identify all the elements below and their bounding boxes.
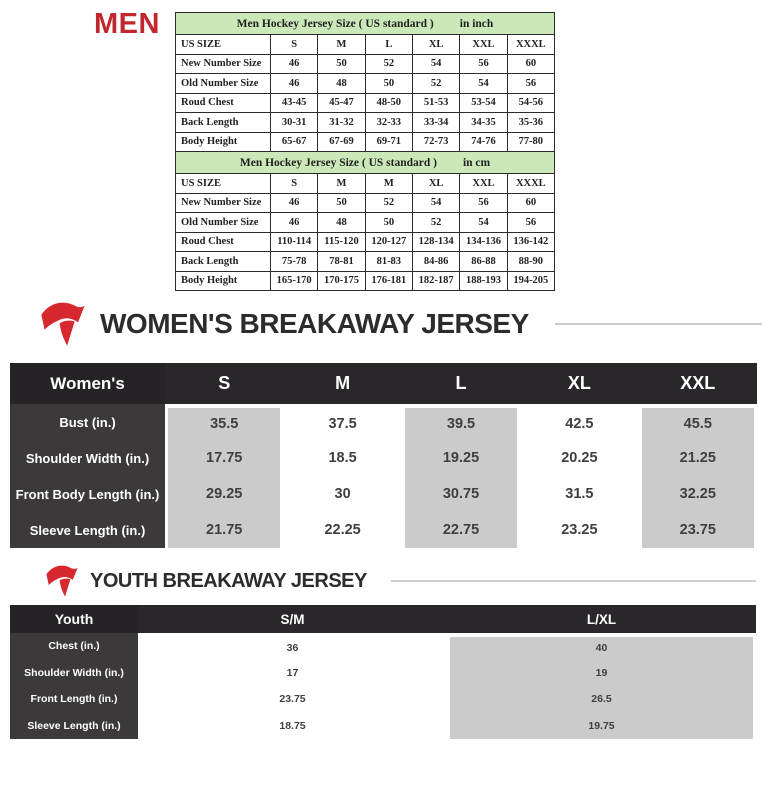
value-cell: 170-175 [318, 271, 365, 291]
size-column-header: M [335, 373, 351, 393]
row-label: Shoulder Width (in.) [10, 440, 165, 476]
value-cell: 22.75 [402, 512, 520, 548]
value-cell: 26.5 [447, 686, 756, 713]
value-cell: 81-83 [365, 252, 412, 272]
value-cell: 19.75 [447, 713, 756, 740]
value-cell: 56 [460, 54, 507, 74]
value-cell: 52 [365, 193, 412, 213]
row-label: Sleeve Length (in.) [10, 512, 165, 548]
table-row [176, 252, 555, 272]
table-header-row [10, 605, 756, 633]
table-header-label: Youth [10, 605, 138, 633]
value-cell: 78-81 [318, 252, 365, 272]
men-size-table [175, 12, 555, 152]
row-label: Front Body Length (in.) [10, 476, 165, 512]
value-cell: 165-170 [271, 271, 318, 291]
value-cell: 136-142 [507, 232, 554, 252]
value-cell: 176-181 [365, 271, 412, 291]
row-label: New Number Size [176, 54, 271, 74]
value-cell: 40 [447, 633, 756, 660]
table-title-row [176, 152, 555, 174]
value-cell: 60 [507, 54, 554, 74]
value-cell: 110-114 [271, 232, 318, 252]
table-unit: in cm [462, 156, 491, 169]
row-label: Old Number Size [176, 74, 271, 94]
row-label: Back Length [176, 252, 271, 272]
value-cell: 77-80 [507, 132, 554, 152]
value-cell: 21.75 [165, 512, 283, 548]
value-cell: 52 [412, 74, 459, 94]
value-cell: 50 [318, 193, 365, 213]
value-cell: 46 [271, 54, 318, 74]
value-cell: 52 [365, 54, 412, 74]
size-column-header: S/M [280, 611, 305, 627]
value-cell: 43-45 [271, 93, 318, 113]
value-cell: 37.5 [283, 404, 401, 440]
value-cell: 54-56 [507, 93, 554, 113]
value-cell: 46 [271, 213, 318, 233]
value-cell: 36 [138, 633, 447, 660]
table-row [176, 93, 555, 113]
size-column-header: XXL [680, 373, 716, 393]
value-cell: 69-71 [365, 132, 412, 152]
value-cell: 54 [460, 213, 507, 233]
value-cell: 45-47 [318, 93, 365, 113]
row-label: Shoulder Width (in.) [10, 660, 138, 687]
table-body [10, 633, 756, 739]
value-cell: 23.75 [138, 686, 447, 713]
value-cell: 65-67 [271, 132, 318, 152]
womens-section-header [38, 298, 762, 350]
table-title-inner [178, 18, 552, 30]
size-column-header: L [455, 373, 467, 393]
table-row [176, 54, 555, 74]
size-column-header: S [218, 373, 231, 393]
size-header-row [176, 174, 555, 194]
value-cell: 134-136 [460, 232, 507, 252]
value-cell: 30.75 [402, 476, 520, 512]
value-cell: 30-31 [271, 113, 318, 133]
size-header-label: US SIZE [176, 35, 271, 55]
value-cell: 182-187 [412, 271, 459, 291]
row-label: Roud Chest [176, 232, 271, 252]
value-cell: 39.5 [402, 404, 520, 440]
value-cell: 50 [365, 213, 412, 233]
value-cell: 17 [138, 660, 447, 687]
size-header-cell: XXXL [507, 174, 554, 194]
value-cell: 56 [460, 193, 507, 213]
value-cell: 19.25 [402, 440, 520, 476]
table-row [176, 74, 555, 94]
value-cell: 120-127 [365, 232, 412, 252]
value-cell: 23.25 [520, 512, 638, 548]
value-cell: 88-90 [507, 252, 554, 272]
value-cell: 30 [283, 476, 401, 512]
size-header-cell: XXXL [507, 35, 554, 55]
value-cell: 84-86 [412, 252, 459, 272]
size-column-header: L/XL [586, 611, 617, 627]
value-cell: 48-50 [365, 93, 412, 113]
row-label: Front Length (in.) [10, 686, 138, 713]
value-cell: 67-69 [318, 132, 365, 152]
value-cell: 21.25 [639, 440, 757, 476]
men-size-table [175, 151, 555, 291]
table-row [176, 132, 555, 152]
men-section-label: MEN [94, 8, 160, 40]
value-cell: 53-54 [460, 93, 507, 113]
youth-size-table [10, 605, 756, 739]
size-header-label: US SIZE [176, 174, 271, 194]
heading-divider [555, 323, 762, 325]
row-label: Old Number Size [176, 213, 271, 233]
value-cell: 32-33 [365, 113, 412, 133]
value-cell: 18.5 [283, 440, 401, 476]
size-header-cell: M [365, 174, 412, 194]
womens-size-table [10, 363, 757, 548]
womens-section-heading: WOMEN'S BREAKAWAY JERSEY [100, 308, 529, 339]
value-cell: 19 [447, 660, 756, 687]
table-row [176, 113, 555, 133]
value-cell: 56 [507, 74, 554, 94]
value-cell: 18.75 [138, 713, 447, 740]
row-label: Bust (in.) [10, 404, 165, 440]
value-cell: 42.5 [520, 404, 638, 440]
value-cell: 194-205 [507, 271, 554, 291]
value-cell: 23.75 [639, 512, 757, 548]
value-cell: 56 [507, 213, 554, 233]
value-cell: 128-134 [412, 232, 459, 252]
value-cell: 46 [271, 193, 318, 213]
row-label: Chest (in.) [10, 633, 138, 660]
value-cell: 75-78 [271, 252, 318, 272]
size-header-cell: XL [412, 35, 459, 55]
table-body [10, 404, 757, 548]
value-cell: 50 [365, 74, 412, 94]
value-cell: 54 [460, 74, 507, 94]
value-cell: 48 [318, 213, 365, 233]
value-cell: 20.25 [520, 440, 638, 476]
value-cell: 35-36 [507, 113, 554, 133]
row-label: Back Length [176, 113, 271, 133]
table-row [176, 232, 555, 252]
row-label: Body Height [176, 132, 271, 152]
table-title-cell [176, 13, 555, 35]
fanatics-flag-logo-icon [44, 562, 80, 600]
value-cell: 51-53 [412, 93, 459, 113]
men-size-tables [175, 12, 555, 291]
value-cell: 32.25 [639, 476, 757, 512]
value-cell: 46 [271, 74, 318, 94]
table-title-row [176, 13, 555, 35]
table-title-cell [176, 152, 555, 174]
table-row [176, 271, 555, 291]
size-header-cell: M [318, 174, 365, 194]
table-row [176, 193, 555, 213]
value-cell: 115-120 [318, 232, 365, 252]
size-header-cell: S [271, 174, 318, 194]
value-cell: 188-193 [460, 271, 507, 291]
value-cell: 74-76 [460, 132, 507, 152]
value-cell: 50 [318, 54, 365, 74]
fanatics-flag-logo-icon [38, 298, 88, 350]
value-cell: 34-35 [460, 113, 507, 133]
table-title: Men Hockey Jersey Size ( US standard ) [239, 156, 437, 169]
value-cell: 35.5 [165, 404, 283, 440]
value-cell: 72-73 [412, 132, 459, 152]
value-cell: 45.5 [639, 404, 757, 440]
size-header-cell: XL [412, 174, 459, 194]
youth-section-header [44, 562, 756, 600]
value-cell: 48 [318, 74, 365, 94]
table-unit: in inch [459, 17, 494, 30]
row-label: Body Height [176, 271, 271, 291]
row-label: Roud Chest [176, 93, 271, 113]
size-header-cell: XXL [460, 174, 507, 194]
value-cell: 22.25 [283, 512, 401, 548]
value-cell: 31-32 [318, 113, 365, 133]
value-cell: 17.75 [165, 440, 283, 476]
value-cell: 33-34 [412, 113, 459, 133]
size-header-row [176, 35, 555, 55]
table-title: Men Hockey Jersey Size ( US standard ) [236, 17, 434, 30]
size-header-cell: S [271, 35, 318, 55]
table-header-label: Women's [10, 363, 165, 404]
table-row [176, 213, 555, 233]
heading-divider [391, 580, 756, 582]
value-cell: 60 [507, 193, 554, 213]
youth-section-heading: YOUTH BREAKAWAY JERSEY [90, 569, 367, 592]
table-title-inner [178, 157, 552, 169]
size-column-header: XL [567, 373, 591, 393]
value-cell: 52 [412, 213, 459, 233]
size-header-cell: XXL [460, 35, 507, 55]
size-header-cell: L [365, 35, 412, 55]
size-header-cell: M [318, 35, 365, 55]
value-cell: 54 [412, 54, 459, 74]
table-header-row [10, 363, 757, 404]
value-cell: 31.5 [520, 476, 638, 512]
value-cell: 54 [412, 193, 459, 213]
value-cell: 29.25 [165, 476, 283, 512]
value-cell: 86-88 [460, 252, 507, 272]
row-label: Sleeve Length (in.) [10, 713, 138, 740]
row-label: New Number Size [176, 193, 271, 213]
